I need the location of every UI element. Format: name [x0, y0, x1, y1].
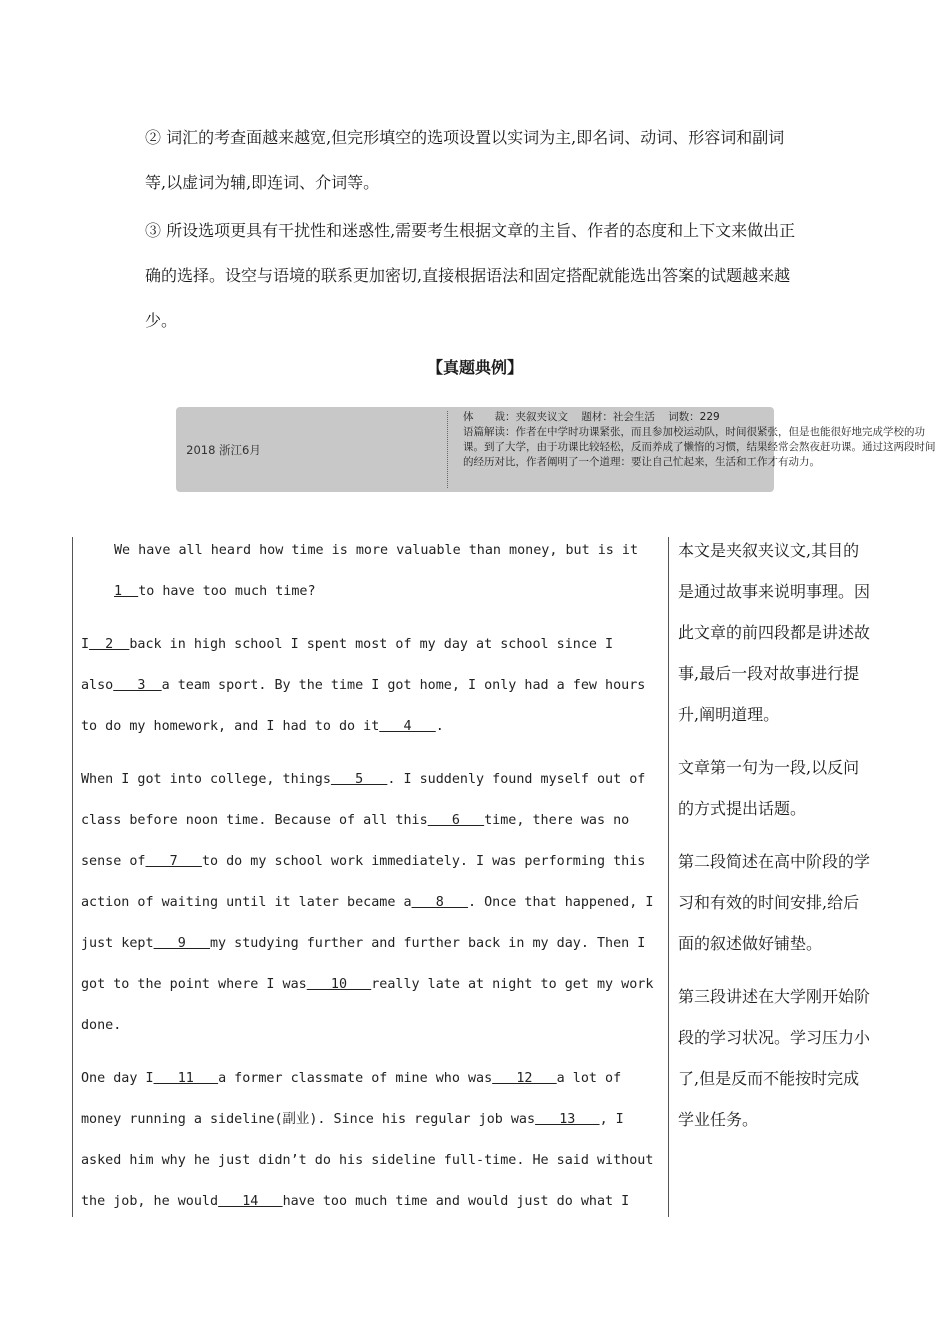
- cloze-blank[interactable]: 5: [330, 772, 388, 787]
- note-item: 文章第一句为一段,以反问的方式提出话题。: [678, 758, 860, 818]
- cloze-blank[interactable]: 1: [114, 584, 139, 599]
- side-notes: [678, 530, 870, 1152]
- table-left-border: [72, 537, 73, 1217]
- topic-label: 题材：社会生活: [581, 411, 655, 423]
- exam-meta: [463, 410, 943, 470]
- cloze-blank[interactable]: 2: [89, 637, 130, 652]
- cloze-blank[interactable]: 8: [411, 895, 468, 910]
- genre-label: 体 裁：夹叙夹议文: [463, 411, 568, 423]
- note-item: 本文是夹叙夹议文,其目的是通过故事来说明事理。因此文章的前四段都是讲述故事,最后一段对故事进行提升,阐明道理。: [678, 541, 871, 724]
- cloze-blank[interactable]: 10: [306, 977, 372, 992]
- cloze-blank[interactable]: 6: [427, 813, 485, 828]
- cloze-blank[interactable]: 9: [153, 936, 210, 951]
- cloze-blank[interactable]: 11: [153, 1071, 219, 1086]
- section-title: 【真题典例】: [426, 358, 523, 377]
- analysis-text: 语篇解读：作者在中学时功课紧张，而且参加校运动队，时间很紧张，但是也能很好地完成学校的功课。到了大学，由于功课比较轻松，反而养成了懒惰的习惯，结果经常会熬夜赶功课。通过这两段时间的经历对比，作者阐明了一个道理：要让自己忙起来，生活和工作才有动力。: [463, 426, 936, 468]
- passage-paragraph: When I got into college, things 5 . I suddenly found myself out of class before noon time. Because of all this 6 time, there was no sense of 7 to do my school work immediately. I was performing this action of waiting until it later became a 8 . Once that happened, I just kept 9 my studying further and further back in my day. Then I got to the point where I was 10 really late at night to get my work done.: [81, 772, 662, 1033]
- cloze-blank[interactable]: 13: [535, 1112, 600, 1127]
- cloze-blank[interactable]: 12: [492, 1071, 557, 1086]
- cloze-blank[interactable]: 14: [218, 1194, 283, 1209]
- word-count-label: 词数：229: [668, 411, 720, 423]
- note-item: 第二段简述在高中阶段的学习和有效的时间安排,给后面的叙述做好铺垫。: [678, 852, 871, 953]
- intro-paragraph-3: [145, 208, 805, 343]
- exam-meta-row: [463, 410, 943, 425]
- cloze-blank[interactable]: 7: [145, 854, 202, 869]
- intro-paragraph-2: [145, 115, 805, 205]
- cloze-passage: [81, 530, 661, 1234]
- exam-year: 2018 浙江6月: [186, 442, 261, 457]
- note-item: 第三段讲述在大学刚开始阶段的学习状况。学习压力小了,但是反而不能按时完成学业任务。: [678, 987, 871, 1129]
- passage-paragraph: We have all heard how time is more valuable than money, but is it 1 to have too much time?: [114, 543, 647, 599]
- passage-paragraph: I 2 back in high school I spent most of my day at school since I also 3 a team sport. By the time I got home, I only had a few hours to do my homework, and I had to do it 4 .: [81, 637, 654, 734]
- intro-text: ② 词汇的考查面越来越宽,但完形填空的选项设置以实词为主,即名词、动词、形容词和副词等,以虚词为辅,即连词、介词等。: [145, 128, 785, 192]
- table-column-divider: [668, 537, 669, 1217]
- cloze-blank[interactable]: 4: [379, 719, 436, 734]
- exam-info-box: [176, 407, 936, 492]
- intro-text: ③ 所设选项更具有干扰性和迷惑性,需要考生根据文章的主旨、作者的态度和上下文来做出正确的选择。设空与语境的联系更加密切,直接根据语法和固定搭配就能选出答案的试题越来越少。: [145, 221, 796, 330]
- cloze-blank[interactable]: 3: [113, 678, 162, 693]
- passage-paragraph: One day I 11 a former classmate of mine who was 12 a lot of money running a sideline(副业). Since his regular job was 13 , I asked him why he just didn’t do his sideline full-time. He said without the job, he would 14 have too much time and would just do what I: [81, 1071, 662, 1209]
- info-divider: [447, 411, 448, 488]
